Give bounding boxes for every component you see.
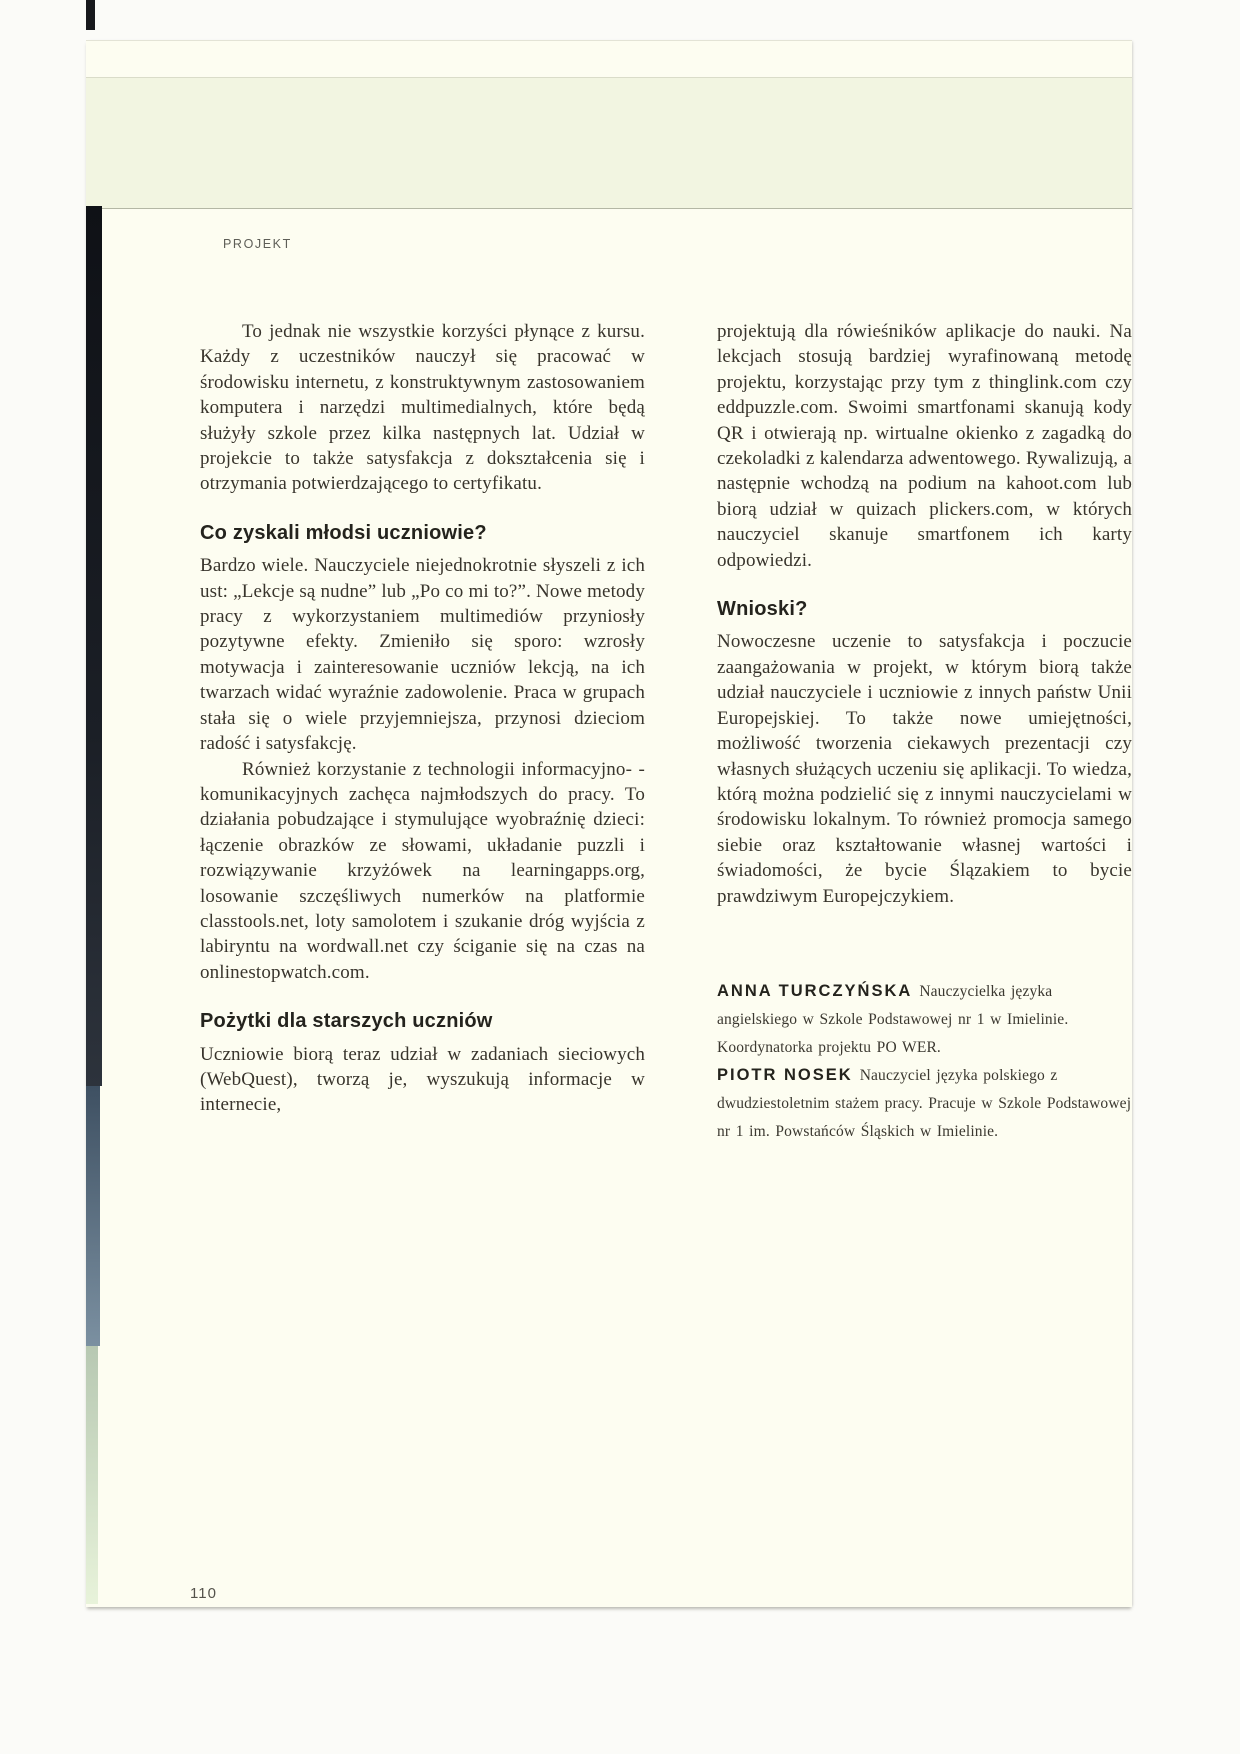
right-column xyxy=(717,319,1132,1145)
spine-shadow-blue xyxy=(86,1086,100,1346)
spine-shadow-top-tick xyxy=(86,0,95,30)
left-column xyxy=(200,319,645,1145)
author-bio: Nauczycielka języka angielskiego w Szkole Podstawowej nr 1 w Imielinie. Koordynatorka projektu PO WER. xyxy=(717,982,1069,1056)
section-heading-younger-students: Co zyskali młodsi uczniowie? xyxy=(200,521,487,544)
paragraph-intro: To jednak nie wszystkie korzyści płynące z kursu. Każdy z uczestników nauczył się pracować w środowisku internetu, z konstruktywnym zastosowaniem komputera i narzędzi multimedialnych, które będą służyły szkole przez kilka następnych lat. Udział w projekcie to także satysfakcja z dokształcenia się i otrzymania potwierdzającego to certyfikatu. xyxy=(200,321,645,495)
author-entry xyxy=(717,977,1132,1061)
author-name: ANNA TURCZYŃSKA xyxy=(717,981,913,1000)
authors-block xyxy=(717,977,1132,1145)
paragraph-conclusions: Nowoczesne uczenie to satysfakcja i poczucie zaangażowania w projekt, w którym biorą także udział nauczyciele i uczniowie z innych państw Unii Europejskiej. To także nowe umiejętności, możliwość tworzenia ciekawych prezentacji czy własnych służących uczeniu się aplikacji. To wiedza, którą można podzielić się z innymi nauczycielami w środowisku lokalnym. To również promocja samego siebie oraz kształtowanie własnej wartości i świadomości, że bycie Ślązakiem to bycie prawdziwym Europejczykiem. xyxy=(717,631,1132,907)
spine-shadow-light xyxy=(86,1346,98,1604)
scanned-page xyxy=(86,40,1132,1607)
author-entry xyxy=(717,1061,1132,1145)
kicker-label: PROJEKT xyxy=(223,237,292,251)
paragraph-older-continuation: projektują dla rówieśników aplikacje do nauki. Na lekcjach stosują bardziej wyrafinowaną metodę projektu, korzystając przy tym z thinglink.com czy eddpuzzle.com. Swoimi smartfonami skanują kody QR i otwierają np. wirtualne okienko z zagadką do czekoladki z kalendarza adwentowego. Rywalizują, a następnie wchodzą na podium na kahoot.com lub biorą udział w quizach plickers.com, w których nauczyciel skanuje smartfonem ich karty odpowiedzi. xyxy=(717,321,1132,571)
section-heading-conclusions: Wnioski? xyxy=(717,598,808,621)
author-name: PIOTR NOSEK xyxy=(717,1065,853,1084)
article-body xyxy=(200,319,1132,1145)
section-heading-older-students: Pożytki dla starszych uczniów xyxy=(200,1010,493,1033)
paragraph-younger-2: Również korzystanie z technologii informacyjno- -komunikacyjnych zachęca najmłodszych do pracy. To działania pobudzające i stymulujące wyobraźnię dzieci: łączenie obrazków ze słowami, układanie puzzli i rozwiązywanie krzyżówek na learningapps.org, losowanie szczęśliwych numerków na platformie classtools.net, loty samolotem i szukanie dróg wyjścia z labiryntu na wordwall.net czy ściganie się na czas na onlinestopwatch.com. xyxy=(200,758,645,983)
page-top-band xyxy=(86,77,1132,209)
spine-shadow-dark xyxy=(86,206,102,1086)
paragraph-older-1: Uczniowie biorą teraz udział w zadaniach sieciowych (WebQuest), tworzą je, wyszukują informacje w internecie, xyxy=(200,1043,645,1116)
paragraph-younger-1: Bardzo wiele. Nauczyciele niejednokrotnie słyszeli z ich ust: „Lekcje są nudne” lub „Po co mi to?”. Nowe metody pracy z wykorzystaniem multimediów przyniosły pozytywne efekty. Zmieniło się sporo: wzrosły motywacja i zainteresowanie uczniów lekcją, na ich twarzach widać wyraźnie zadowolenie. Praca w grupach stała się o wiele przyjemniejsza, przynosi dzieciom radość i satysfakcję. xyxy=(200,555,645,755)
page-number: 110 xyxy=(190,1585,217,1602)
author-bio: Nauczyciel języka polskiego z dwudziestoletnim stażem pracy. Pracuje w Szkole Podstawowej nr 1 im. Powstańców Śląskich w Imielinie. xyxy=(717,1066,1132,1140)
